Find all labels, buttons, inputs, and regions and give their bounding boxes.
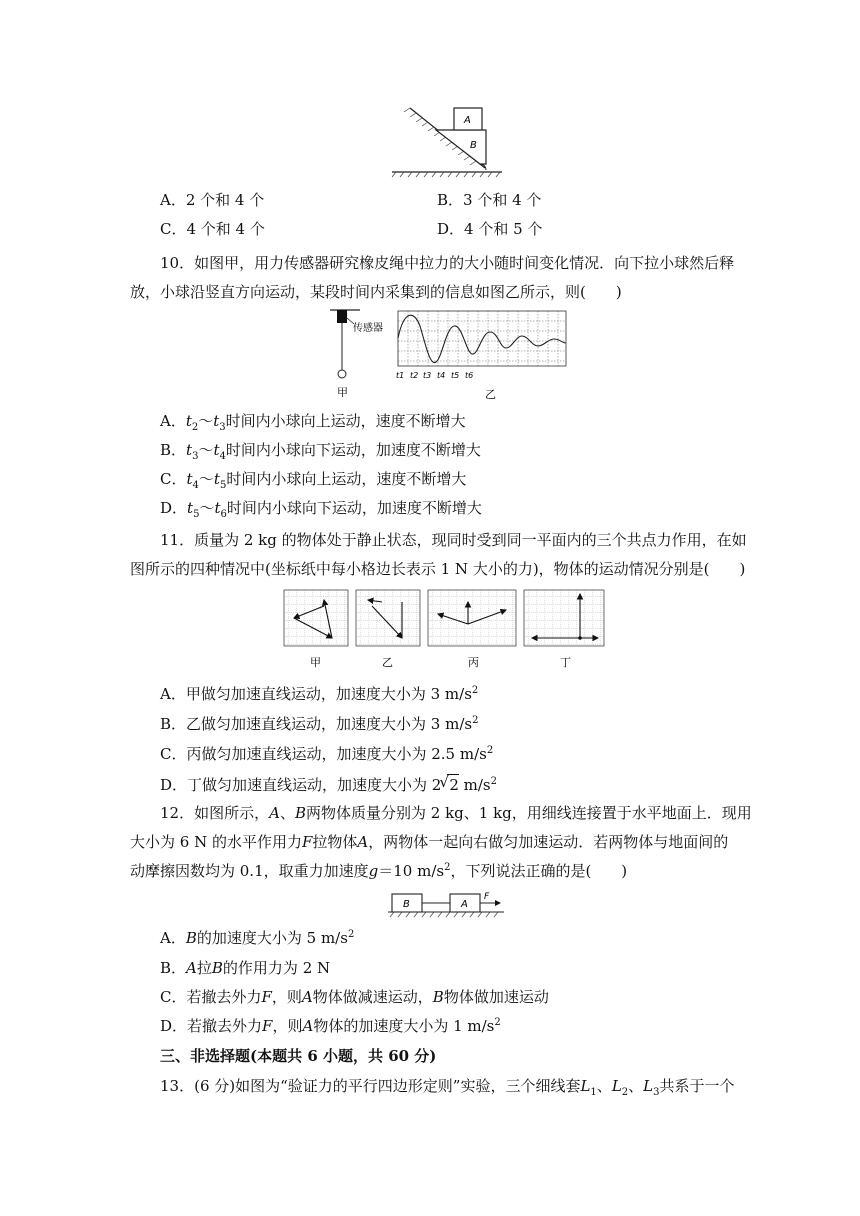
q9-option-d: D．4 个和 5 个 (437, 220, 543, 238)
block-b-label: B (470, 140, 477, 151)
q10-option-b: B．$t_3\sim t_4$时间内小球向下运动，加速度不断增大 (160, 441, 481, 462)
q12-option-d: D．若撤去外力F，则A物体的加速度大小为 1 $m/s^2$ (160, 1017, 501, 1035)
jia-caption: 甲 (310, 656, 321, 669)
q12-stem-line3: 动摩擦因数均为 0.1，取重力加速度g＝10 $m/s^2$，下列说法正确的是( ) (130, 862, 628, 880)
q9-option-b: B．3 个和 4 个 (437, 191, 542, 209)
block-b-label: B (403, 899, 410, 910)
yi-caption: 乙 (382, 656, 393, 669)
sqrt-sign: √ 2 (439, 773, 459, 794)
q11-option-b: B．乙做匀加速直线运动，加速度大小为 3 $m/s^2$ (160, 715, 479, 733)
yi-caption: 乙 (485, 388, 496, 401)
q10-stem-line1: 10．如图甲，用力传感器研究橡皮绳中拉力的大小随时间变化情况．向下拉小球然后释 (160, 254, 735, 272)
q10-sensor-figure (322, 306, 572, 402)
force-f-label: F (484, 892, 490, 902)
q11-force-grids (280, 588, 610, 674)
ding-caption: 丁 (560, 656, 571, 669)
block-a-label: A (464, 115, 471, 126)
t4-label: t4 (437, 371, 446, 380)
sensor-label: 传感器 (353, 323, 383, 334)
q12-option-b: B．A拉B的作用力为 2 N (160, 959, 331, 977)
jia-caption: 甲 (337, 386, 348, 399)
t2-label: t2 (410, 371, 419, 380)
q11-stem-line2: 图所示的四种情况中(坐标纸中每小格边长表示 1 N 大小的力)，物体的运动情况分别是( ) (130, 560, 746, 578)
q13-stem-line1: 13．(6 分)如图为“验证力的平行四边形定则”实验，三个细线套$L_1$、$L_2$、$L_3$共系于一个 (160, 1077, 735, 1098)
t3-label: t3 (423, 371, 432, 380)
q10-stem-line2: 放，小球沿竖直方向运动，某段时间内采集到的信息如图乙所示，则( ) (130, 283, 622, 301)
t6-label: t6 (465, 371, 474, 380)
q9-incline-figure (390, 100, 505, 178)
q11-option-c: C．丙做匀加速直线运动，加速度大小为 2.5 $m/s^2$ (160, 745, 494, 763)
t1-label: t1 (396, 371, 405, 380)
q10-option-d: D．$t_5\sim t_6$时间内小球向下运动，加速度不断增大 (160, 499, 482, 520)
t5-label: t5 (451, 371, 460, 380)
q12-option-a: A．B的加速度大小为 5 $m/s^2$ (160, 929, 355, 947)
bing-caption: 丙 (468, 656, 479, 669)
section-three-heading: 三、非选择题(本题共 6 小题，共 60 分) (160, 1047, 437, 1065)
q10-option-c: C．$t_4\sim t_5$时间内小球向上运动，速度不断增大 (160, 470, 467, 491)
q10-option-a: A．$t_2\sim t_3$时间内小球向上运动，速度不断增大 (160, 412, 466, 433)
q9-option-a: A．2 个和 4 个 (160, 191, 265, 209)
q12-blocks-figure (388, 890, 508, 920)
q11-option-d: D．丁做匀加速直线运动，加速度大小为 2 √ 2 $m/s^2$ (160, 773, 498, 794)
q12-stem-line2: 大小为 6 N 的水平作用力F拉物体A，两物体一起向右做匀加速运动．若两物体与地面间的 (130, 833, 729, 851)
q12-option-c: C．若撤去外力F，则A物体做减速运动，B物体做加速运动 (160, 988, 549, 1006)
q11-stem-line1: 11．质量为 2 kg 的物体处于静止状态，现同时受到同一平面内的三个共点力作用，在如 (160, 531, 747, 549)
q9-option-c: C．4 个和 4 个 (160, 220, 265, 238)
q11-option-a: A．甲做匀加速直线运动，加速度大小为 3 $m/s^2$ (160, 685, 479, 703)
block-a-label: A (461, 899, 468, 910)
q12-stem-line1: 12．如图所示，A、B两物体质量分别为 2 kg、1 kg，用细线连接置于水平地面上．现用 (160, 804, 752, 822)
